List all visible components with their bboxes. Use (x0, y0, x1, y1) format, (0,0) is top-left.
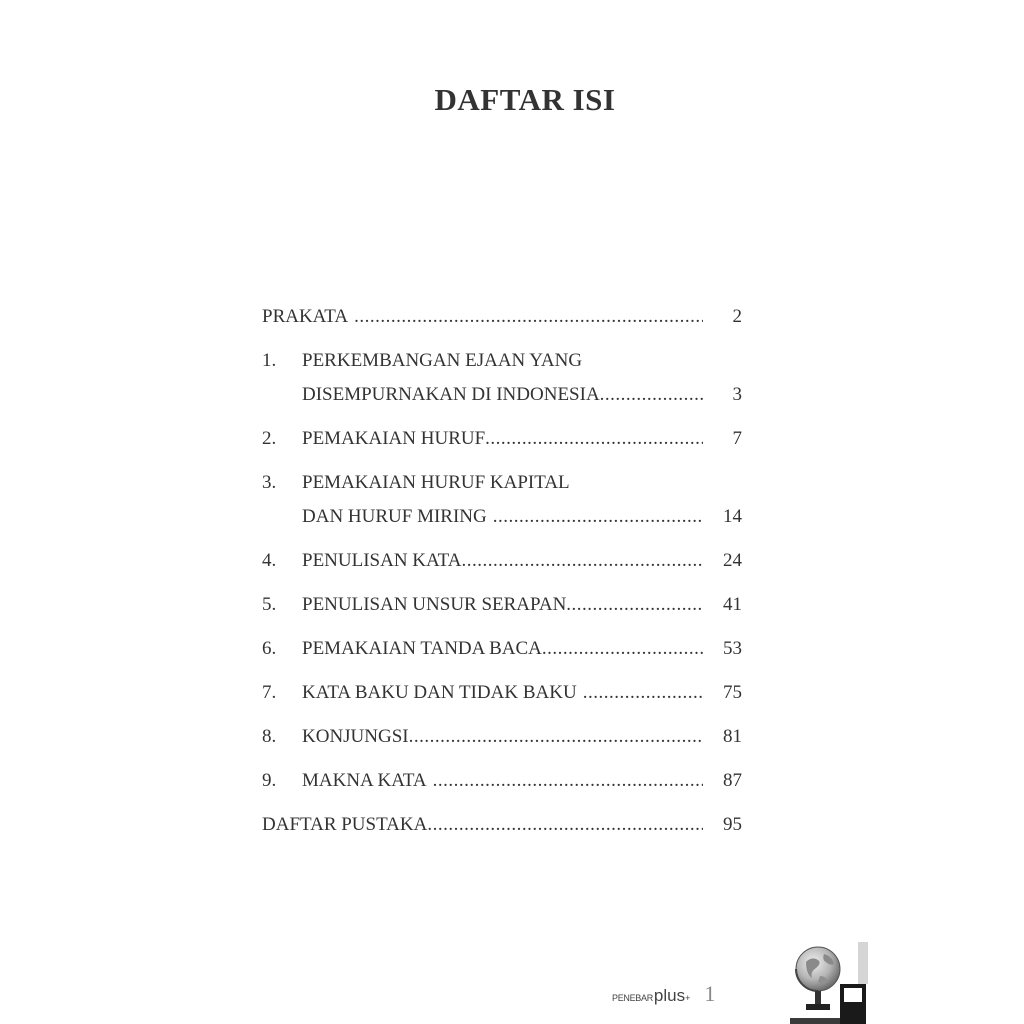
toc-label: DAFTAR PUSTAKA (262, 814, 428, 835)
toc-label: PEMAKAIAN HURUF (302, 428, 486, 449)
leader-dots (493, 500, 703, 534)
toc-label: PEMAKAIAN TANDA BACA (302, 638, 542, 659)
toc-entry-5 (262, 588, 742, 622)
page-footer (612, 981, 715, 1007)
toc-page: 7 (732, 428, 742, 449)
leader-dots (600, 378, 703, 412)
toc-label: KATA BAKU DAN TIDAK BAKU (302, 682, 577, 703)
toc-label: PENULISAN KATA (302, 550, 462, 571)
toc-page: 95 (723, 814, 742, 835)
toc-page: 81 (723, 726, 742, 747)
toc-number: 3. (262, 472, 277, 493)
leader-dots (427, 808, 703, 842)
leader-dots (433, 764, 703, 798)
page-number: 1 (704, 981, 716, 1006)
toc-page: 41 (723, 594, 742, 615)
toc-entry-7 (262, 676, 742, 710)
toc-entry-6 (262, 632, 742, 666)
table-of-contents (262, 300, 742, 852)
toc-label: PEMAKAIAN HURUF KAPITAL (302, 472, 570, 493)
toc-page: 75 (723, 682, 742, 703)
toc-page: 14 (723, 506, 742, 527)
toc-page: 3 (732, 384, 742, 405)
globe-icon (790, 940, 870, 1024)
toc-entry-prakata (262, 300, 742, 334)
toc-label: PENULISAN UNSUR SERAPAN (302, 594, 567, 615)
leader-dots (354, 300, 703, 334)
toc-page: 2 (732, 306, 742, 327)
toc-label: PERKEMBANGAN EJAAN YANG (302, 350, 583, 371)
publisher-logo-plus: + (685, 993, 691, 1003)
toc-entry-1 (262, 344, 742, 412)
toc-entry-pustaka (262, 808, 742, 842)
toc-entry-8 (262, 720, 742, 754)
leader-dots (485, 422, 703, 456)
toc-number: 7. (262, 682, 277, 703)
publisher-logo-small: PENEBAR (612, 993, 653, 1003)
toc-number: 5. (262, 594, 277, 615)
toc-label-continued: DAN HURUF MIRING (302, 506, 487, 527)
toc-entry-2 (262, 422, 742, 456)
toc-label: KONJUNGSI (302, 726, 409, 747)
toc-page: 24 (723, 550, 742, 571)
toc-page: 87 (723, 770, 742, 791)
publisher-logo-main: plus (653, 986, 686, 1005)
toc-page: 53 (723, 638, 742, 659)
toc-number: 6. (262, 638, 277, 659)
leader-dots (566, 588, 703, 622)
toc-number: 9. (262, 770, 277, 791)
toc-label: MAKNA KATA (302, 770, 427, 791)
toc-number: 8. (262, 726, 277, 747)
toc-number: 4. (262, 550, 277, 571)
leader-dots (583, 676, 703, 710)
toc-number: 2. (262, 428, 277, 449)
toc-number: 1. (262, 350, 277, 371)
leader-dots (542, 632, 703, 666)
page-title: DAFTAR ISI (434, 82, 616, 117)
toc-entry-9 (262, 764, 742, 798)
leader-dots (409, 720, 703, 754)
toc-entry-3 (262, 466, 742, 534)
leader-dots (461, 544, 703, 578)
toc-label-continued: DISEMPURNAKAN DI INDONESIA (302, 384, 600, 405)
toc-entry-4 (262, 544, 742, 578)
toc-label: PRAKATA (262, 306, 349, 327)
